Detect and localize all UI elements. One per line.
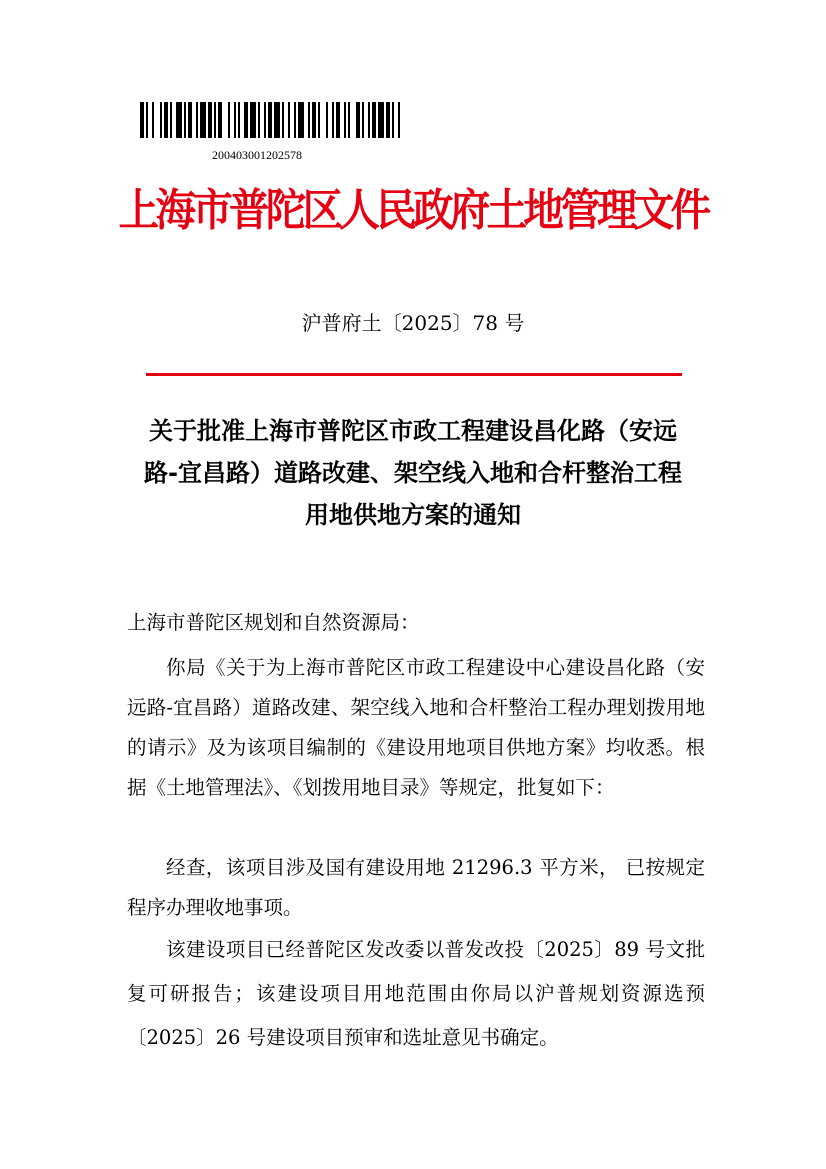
paragraph-text: 该建设项目已经普陀区发改委以普发改投〔2025〕89 号文批复可研报告；该建设项目用地范围由你局以沪普规划资源选预〔2025〕26 号建设项目预审和选址意见书确定。 <box>127 938 705 1049</box>
notice-title-line: 路-宜昌路）道路改建、架空线入地和合杆整治工程 <box>144 459 682 487</box>
notice-title <box>118 410 708 536</box>
notice-title-line: 用地供地方案的通知 <box>305 501 521 529</box>
barcode-number: 200403001202578 <box>212 148 302 162</box>
body-paragraph <box>127 928 705 1060</box>
notice-title-line: 关于批准上海市普陀区市政工程建设昌化路（安远 <box>149 417 677 445</box>
paragraph-text: 经查，该项目涉及国有建设用地 21296.3 平方米， 已按规定程序办理收地事项。 <box>127 856 705 919</box>
salutation: 上海市普陀区规划和自然资源局： <box>127 611 420 634</box>
body-paragraph <box>127 648 705 808</box>
barcode <box>140 102 422 138</box>
document-number: 沪普府土〔2025〕78 号 <box>301 311 525 335</box>
paragraph-text: 你局《关于为上海市普陀区市政工程建设中心建设昌化路（安远路-宜昌路）道路改建、架空线入地和合杆整治工程办理划拨用地的请示》及为该项目编制的《建设用地项目供地方案》均收悉。根据《土地管理法》、《划拨用地目录》等规定，批复如下： <box>127 656 705 799</box>
document-header-title: 上海市普陀区人民政府土地管理文件 <box>118 185 708 236</box>
body-paragraph <box>127 848 705 928</box>
red-divider-line <box>146 373 682 376</box>
